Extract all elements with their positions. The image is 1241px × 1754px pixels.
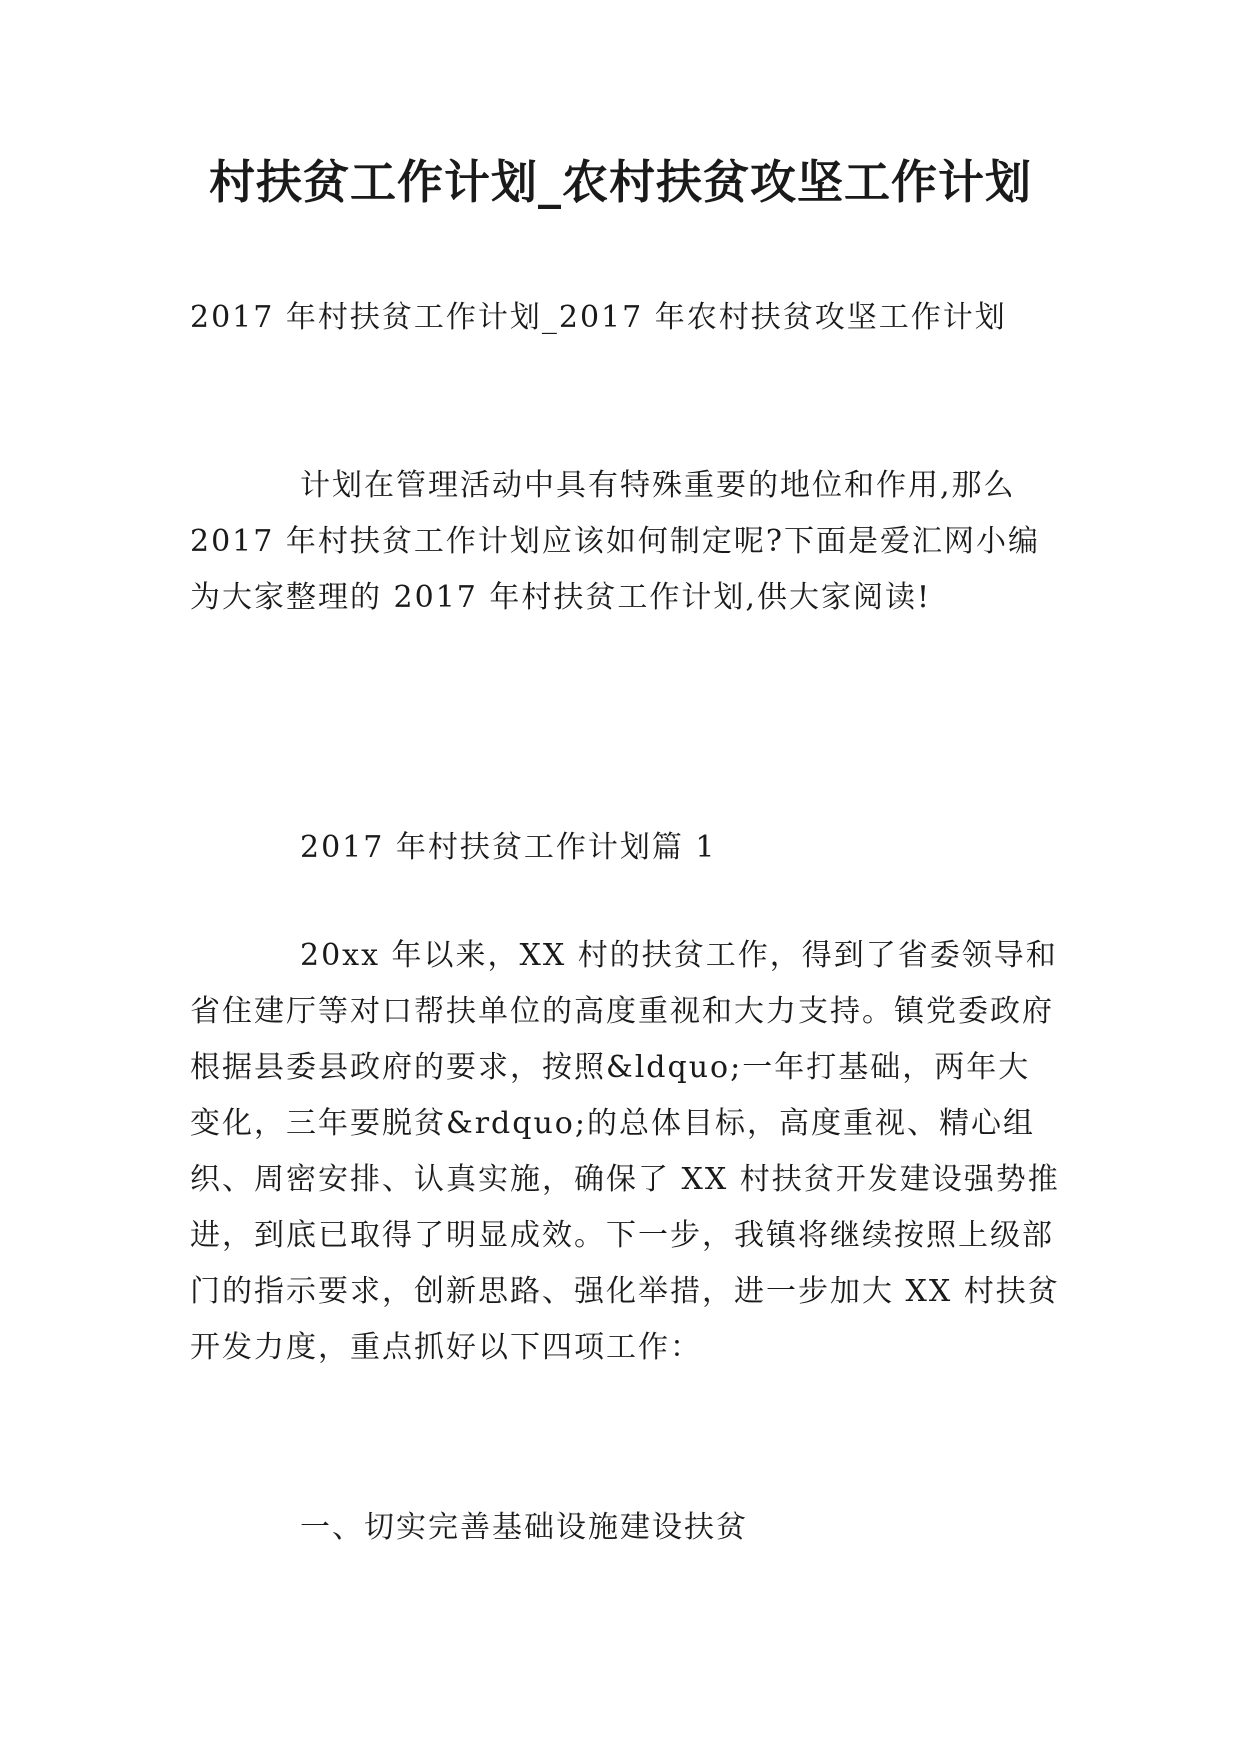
document-title: 村扶贫工作计划_农村扶贫攻坚工作计划 — [209, 155, 1032, 209]
body-paragraph: 20xx 年以来，XX 村的扶贫工作，得到了省委领导和省住建厅等对口帮扶单位的高度重视和大力支持。镇党委政府根据县委县政府的要求，按照&ldquo;一年打基础，两年大变化，三年要脱贫&rdquo;的总体目标，高度重视、精心组织、周密安排、认真实施，确保了 XX 村扶贫开发建设强势推进，到底已取得了明显成效。下一步，我镇将继续按照上级部门的指示要求，创新思路、强化举措，进一步加大 XX 村扶贫开发力度，重点抓好以下四项工作： — [190, 938, 1060, 1365]
document-subtitle: 2017 年村扶贫工作计划_2017 年农村扶贫攻坚工作计划 — [190, 300, 1007, 335]
intro-paragraph: 计划在管理活动中具有特殊重要的地位和作用,那么 2017 年村扶贫工作计划应该如何制定呢?下面是爱汇网小编为大家整理的 2017 年村扶贫工作计划,供大家阅读! — [190, 468, 1040, 615]
subheading-infrastructure: 一、切实完善基础设施建设扶贫 — [300, 1510, 748, 1545]
section-heading: 2017 年村扶贫工作计划篇 1 — [300, 830, 717, 865]
